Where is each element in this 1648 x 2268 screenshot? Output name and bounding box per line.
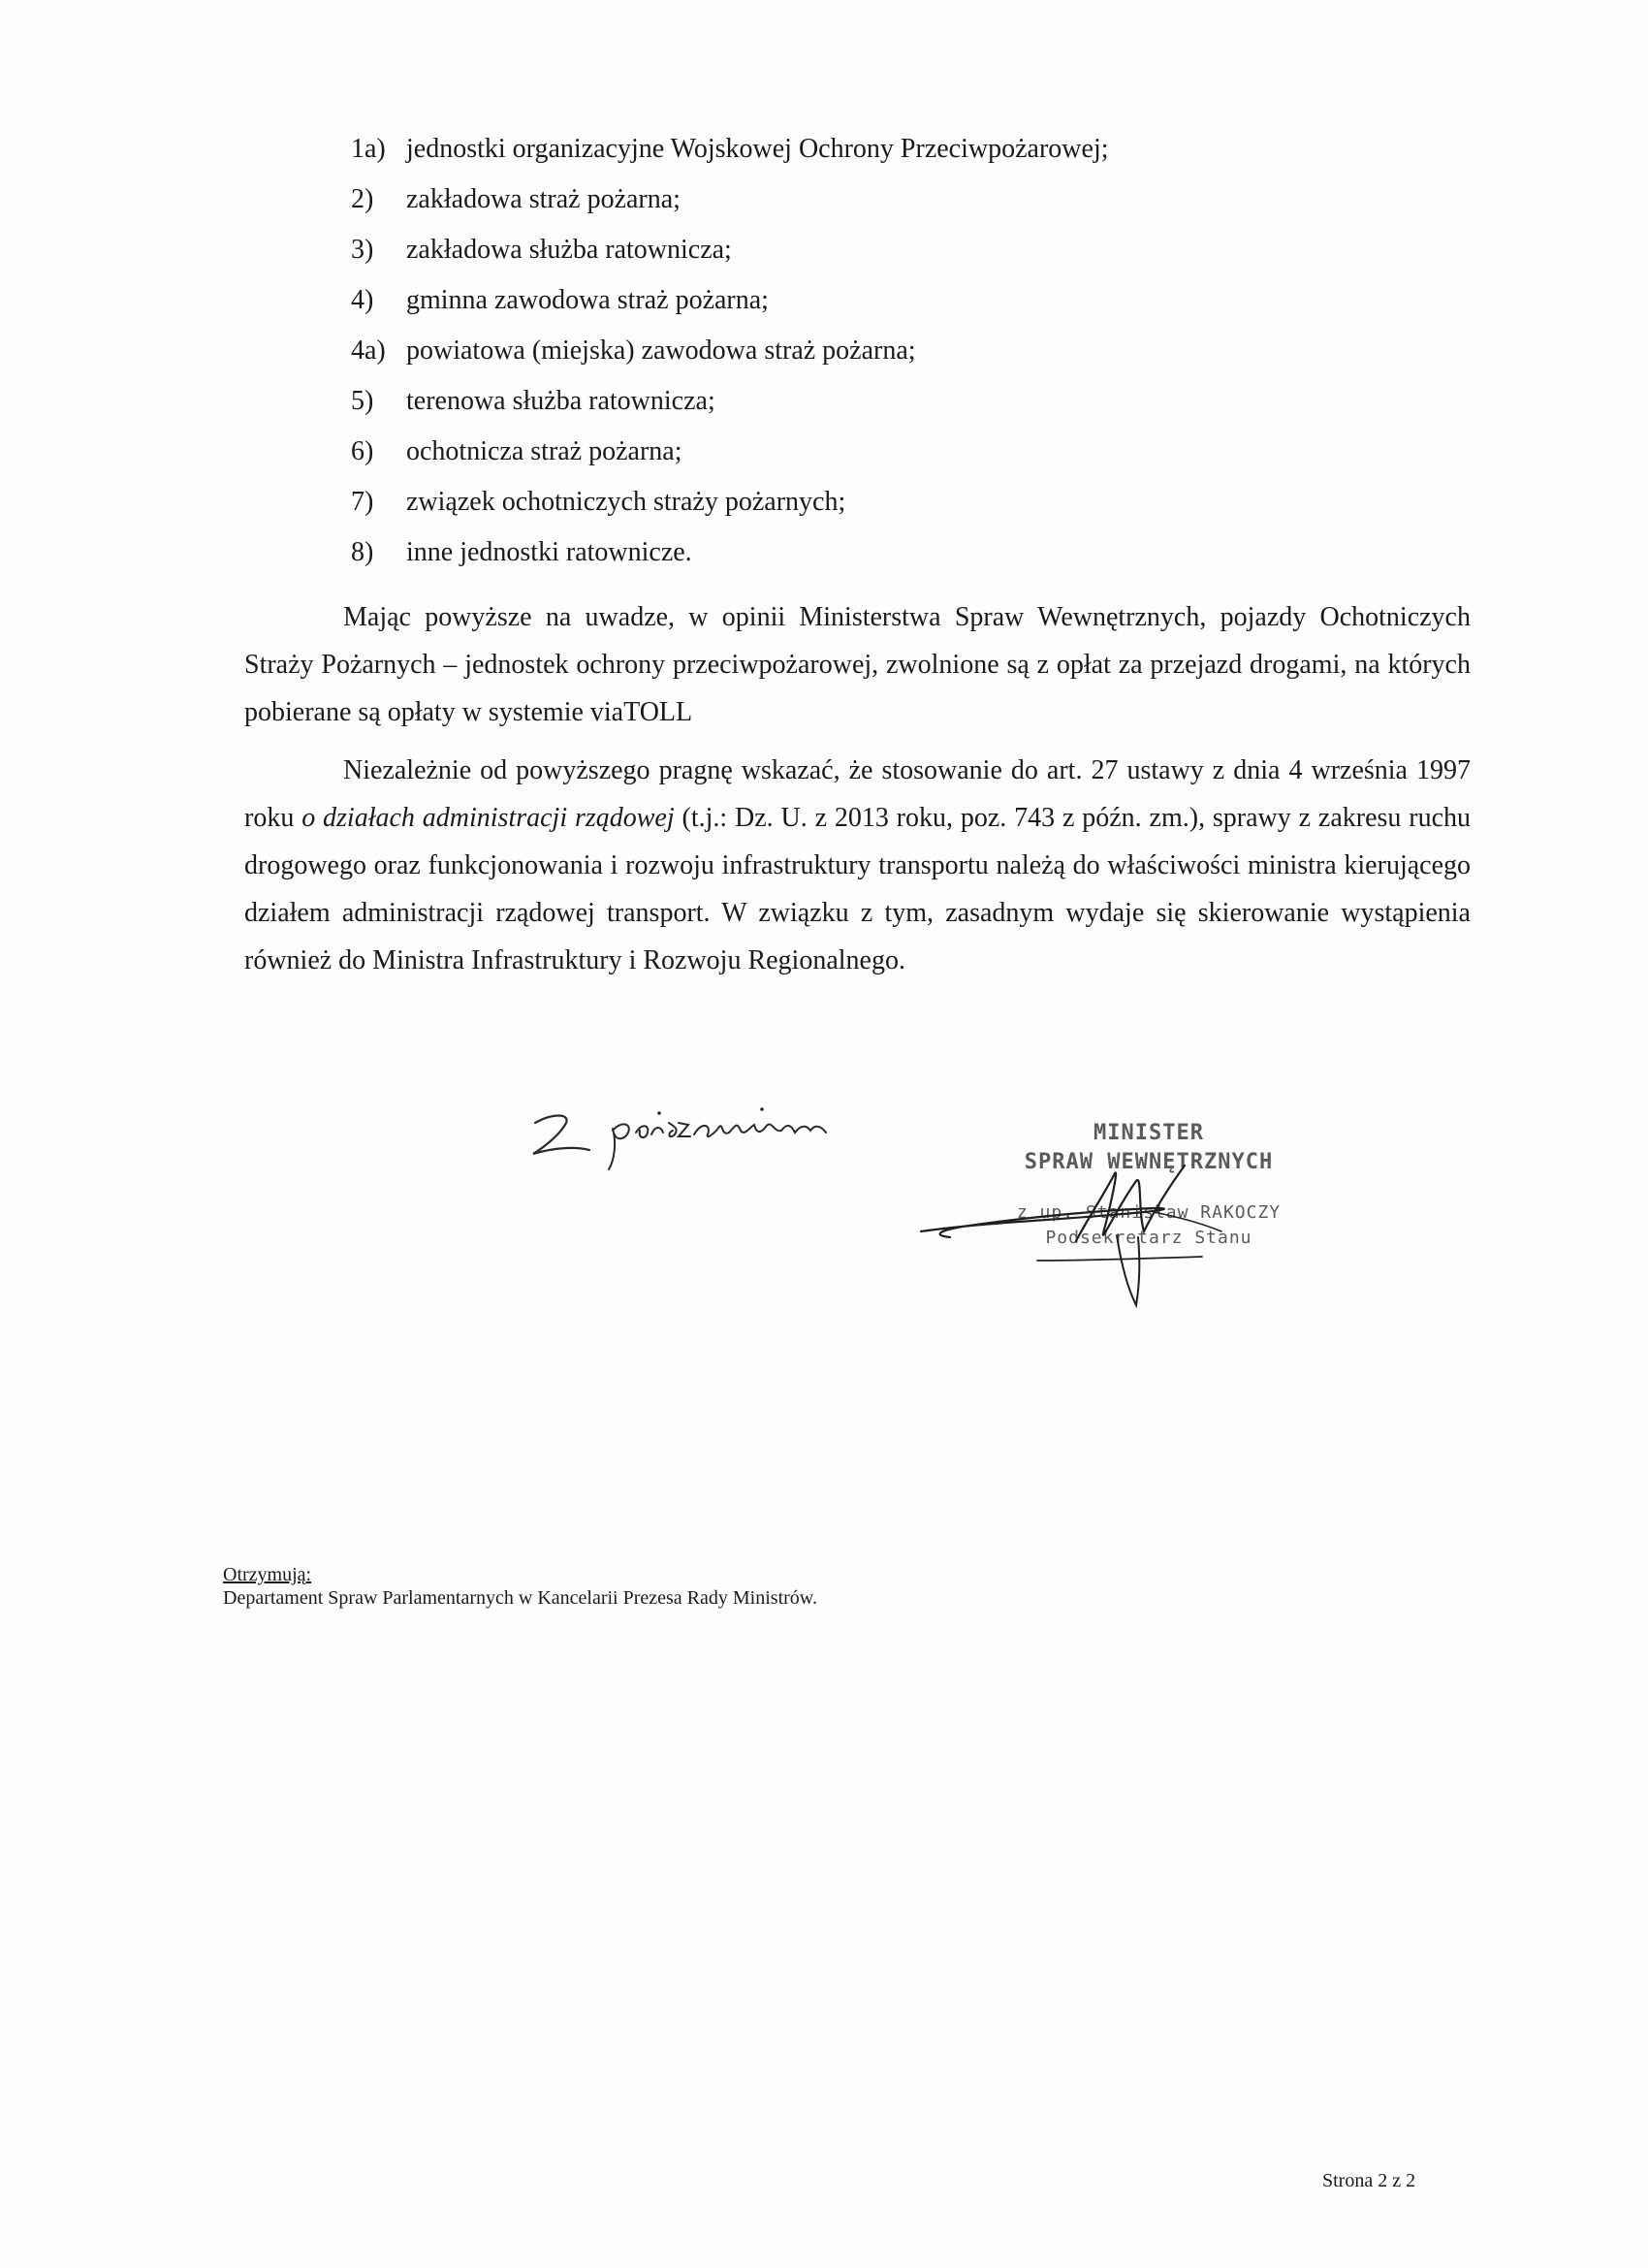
paragraph-text: Niezależnie od powyższego pragnę wskazać, że stosowanie do art. 27 ustawy z dnia 4 września 1997 roku [244,755,1471,833]
list-item-number: 8) [351,537,374,567]
list-item-text: terenowa służba ratownicza; [406,386,715,416]
list-item-number: 4a) [351,335,386,366]
stamp-organization: SPRAW WEWNĘTRZNYCH [1024,1150,1274,1174]
handwritten-closing-note [523,1084,892,1171]
list-item [351,175,1223,225]
list-item [351,275,1223,326]
list-item-number: 7) [351,487,374,517]
list-item-number: 2) [351,184,374,214]
list-item-text: ochotnicza straż pożarna; [406,436,682,466]
list-item-number: 4) [351,285,374,315]
list-item [351,326,1223,376]
list-item-text: zakładowa straż pożarna; [406,184,681,214]
list-item [351,527,1223,578]
recipients-heading: Otrzymują: [223,1564,312,1585]
list-item-number: 5) [351,386,374,416]
page-number: Strona 2 z 2 [1322,2170,1416,2191]
list-item [351,225,1223,275]
recipients-block [223,1563,817,1610]
list-item-text: związek ochotniczych straży pożarnych; [406,487,846,517]
handwritten-signature [911,1115,1318,1309]
stamp-title: MINISTER [1093,1121,1204,1145]
paragraph-opinion: Mając powyższe na uwadze, w opinii Ministerstwa Spraw Wewnętrznych, pojazdy Ochotniczych Straży Pożarnych – jednostek ochrony przeciwpożarowej, zwolnione są z opłat za przejazd drogami, na których pobierane są opłaty w systemie viaTOLL [244,602,1471,727]
list-item-number: 3) [351,235,374,265]
list-item-number: 6) [351,436,374,466]
paragraph-competence [244,747,1471,984]
list-item [351,376,1223,427]
list-item [351,477,1223,527]
paragraph-text: (t.j.: Dz. U. z 2013 roku, poz. 743 z późn. zm.), sprawy z zakresu ruchu drogowego oraz funkcjonowania i rozwoju infrastruktury transportu należą do właściwości ministra kierującego działem administracji rządowej transport. W związku z tym, zasadnym wydaje się skierowanie wystąpienia również do Ministra Infrastruktury i Rozwoju Regionalnego. [244,803,1472,975]
list-item [351,124,1223,175]
list-item-text: jednostki organizacyjne Wojskowej Ochrony Przeciwpożarowej; [406,134,1109,164]
stamp-signer: z up. Stanisław RAKOCZY [1016,1202,1282,1223]
list-item-number: 1a) [351,134,386,164]
stamp-role: Podsekretarz Stanu [1045,1228,1252,1248]
list-item [351,427,1223,477]
list-item-text: gminna zawodowa straż pożarna; [406,285,769,315]
list-item-text: zakładowa służba ratownicza; [406,235,732,265]
entity-list [351,124,1223,578]
recipient-item: Departament Spraw Parlamentarnych w Kancelarii Prezesa Rady Ministrów. [223,1587,817,1609]
act-title: o działach administracji rządowej [301,803,675,833]
list-item-text: powiatowa (miejska) zawodowa straż pożarna; [406,335,916,366]
list-item-text: inne jednostki ratownicze. [406,537,692,567]
